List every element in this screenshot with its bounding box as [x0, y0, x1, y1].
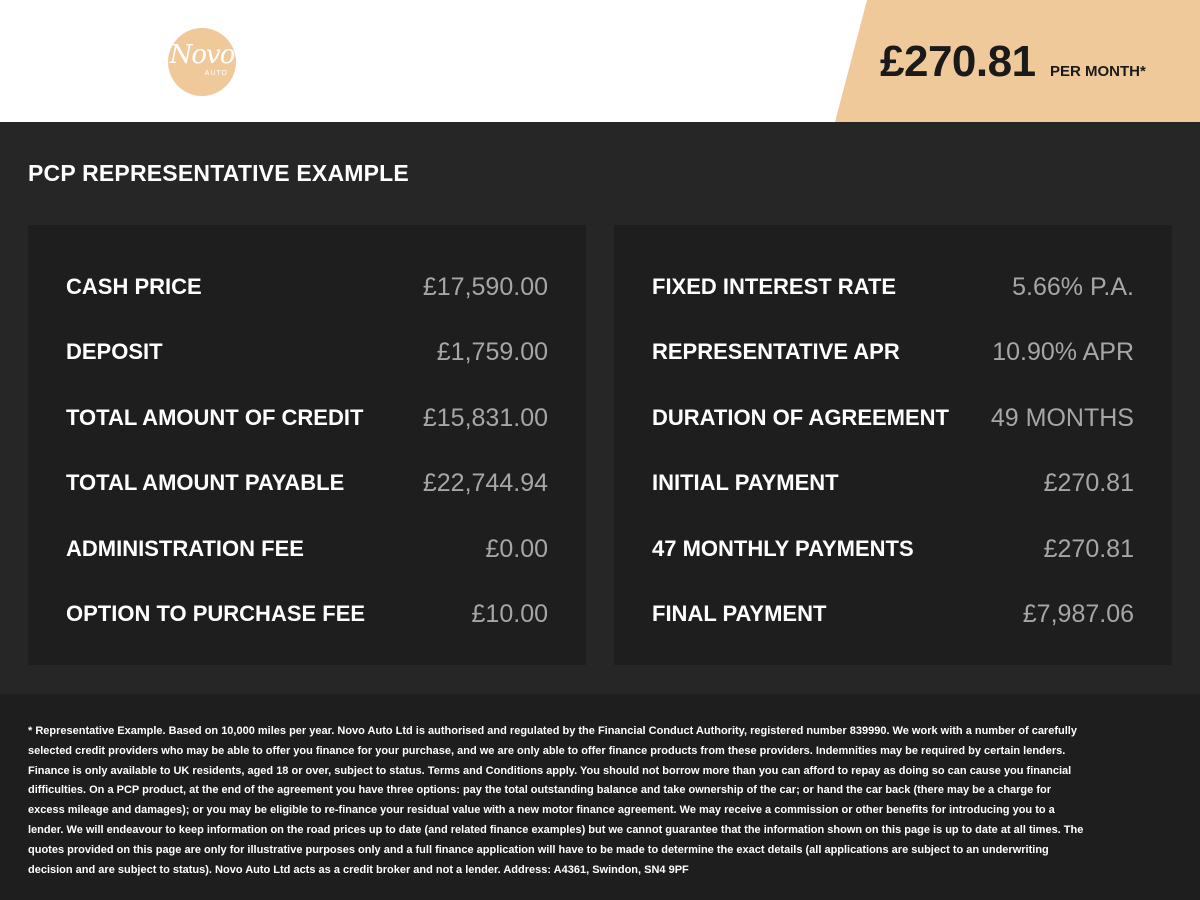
finance-row-cash-price — [28, 267, 586, 307]
disclaimer-text: * Representative Example. Based on 10,000 miles per year. Novo Auto Ltd is authorised and regulated by the Financial Conduct Authority, registered number 839990. We work with a number of carefully selected credit providers who may be able to offer you finance for your purchase, and we are only able to offer finance products from these providers. Indemnities may be required by certain lenders. Finance is only available to UK residents, aged 18 or over, subject to status. Terms and Conditions apply. You should not borrow more than you can afford to repay as doing so can cause you financial difficulties. On a PCP product, at the end of the agreement you have three options: pay the total outstanding balance and take ownership of the car; or hand the car back (there may be a charge for excess mileage and damages); or you may be eligible to re-finance your residual value with a new motor finance agreement. We may receive a commission or other benefits for introducing you to a lender. We will endeavour to keep information on the road prices up to date (and related finance examples) but we cannot guarantee that the information shown on this page is up to date at all times. The quotes provided on this page are only for illustrative purposes only and a full finance application will have to be made to determine the exact details (all applications are subject to an underwriting decision and are subject to status). Novo Auto Ltd acts as a credit broker and not a lender. Address: A4361, Swindon, SN4 9PF — [28, 725, 1084, 876]
monthly-price: £270.81 — [880, 37, 1036, 86]
finance-row-monthly-payments — [614, 529, 1172, 569]
header — [0, 0, 1200, 122]
finance-row-purchase-fee — [28, 594, 586, 634]
finance-value: £10.00 — [471, 600, 548, 628]
finance-label: DEPOSIT — [66, 339, 163, 364]
finance-label: DURATION OF AGREEMENT — [652, 405, 949, 430]
finance-value: £0.00 — [485, 535, 548, 563]
finance-value: £270.81 — [1043, 535, 1134, 563]
finance-row-apr — [614, 332, 1172, 372]
finance-row-total-payable — [28, 463, 586, 503]
finance-label: OPTION TO PURCHASE FEE — [66, 601, 366, 626]
finance-row-deposit — [28, 332, 586, 372]
finance-value: £1,759.00 — [436, 338, 548, 366]
finance-row-total-credit — [28, 398, 586, 438]
finance-label: ADMINISTRATION FEE — [66, 536, 304, 561]
finance-value: 5.66% P.A. — [1012, 273, 1134, 301]
finance-value: 10.90% APR — [992, 338, 1134, 366]
finance-label: TOTAL AMOUNT PAYABLE — [66, 470, 345, 495]
finance-details-right — [614, 225, 1172, 665]
logo-script-text: Novo — [169, 40, 235, 70]
finance-row-duration — [614, 398, 1172, 438]
finance-value: 49 MONTHS — [990, 404, 1134, 432]
finance-label: FINAL PAYMENT — [652, 601, 827, 626]
finance-label: INITIAL PAYMENT — [652, 470, 839, 495]
footer — [0, 694, 1200, 900]
per-month-label: PER MONTH* — [1050, 63, 1146, 80]
finance-row-admin-fee — [28, 529, 586, 569]
finance-value: £15,831.00 — [422, 404, 548, 432]
finance-label: FIXED INTEREST RATE — [652, 274, 897, 299]
logo-sub-text: AUTO — [204, 70, 228, 77]
finance-value: £270.81 — [1043, 469, 1134, 497]
finance-label: CASH PRICE — [66, 274, 202, 299]
finance-value: £17,590.00 — [422, 273, 548, 301]
finance-row-final-payment — [614, 594, 1172, 634]
finance-row-interest-rate — [614, 267, 1172, 307]
finance-label: 47 MONTHLY PAYMENTS — [652, 536, 914, 561]
finance-label: TOTAL AMOUNT OF CREDIT — [66, 405, 364, 430]
finance-value: £7,987.06 — [1022, 600, 1134, 628]
section-title: PCP REPRESENTATIVE EXAMPLE — [28, 160, 409, 186]
finance-value: £22,744.94 — [422, 469, 548, 497]
finance-label: REPRESENTATIVE APR — [652, 339, 900, 364]
novo-auto-logo[interactable] — [168, 28, 236, 96]
finance-row-initial-payment — [614, 463, 1172, 503]
finance-details-left — [28, 225, 586, 665]
